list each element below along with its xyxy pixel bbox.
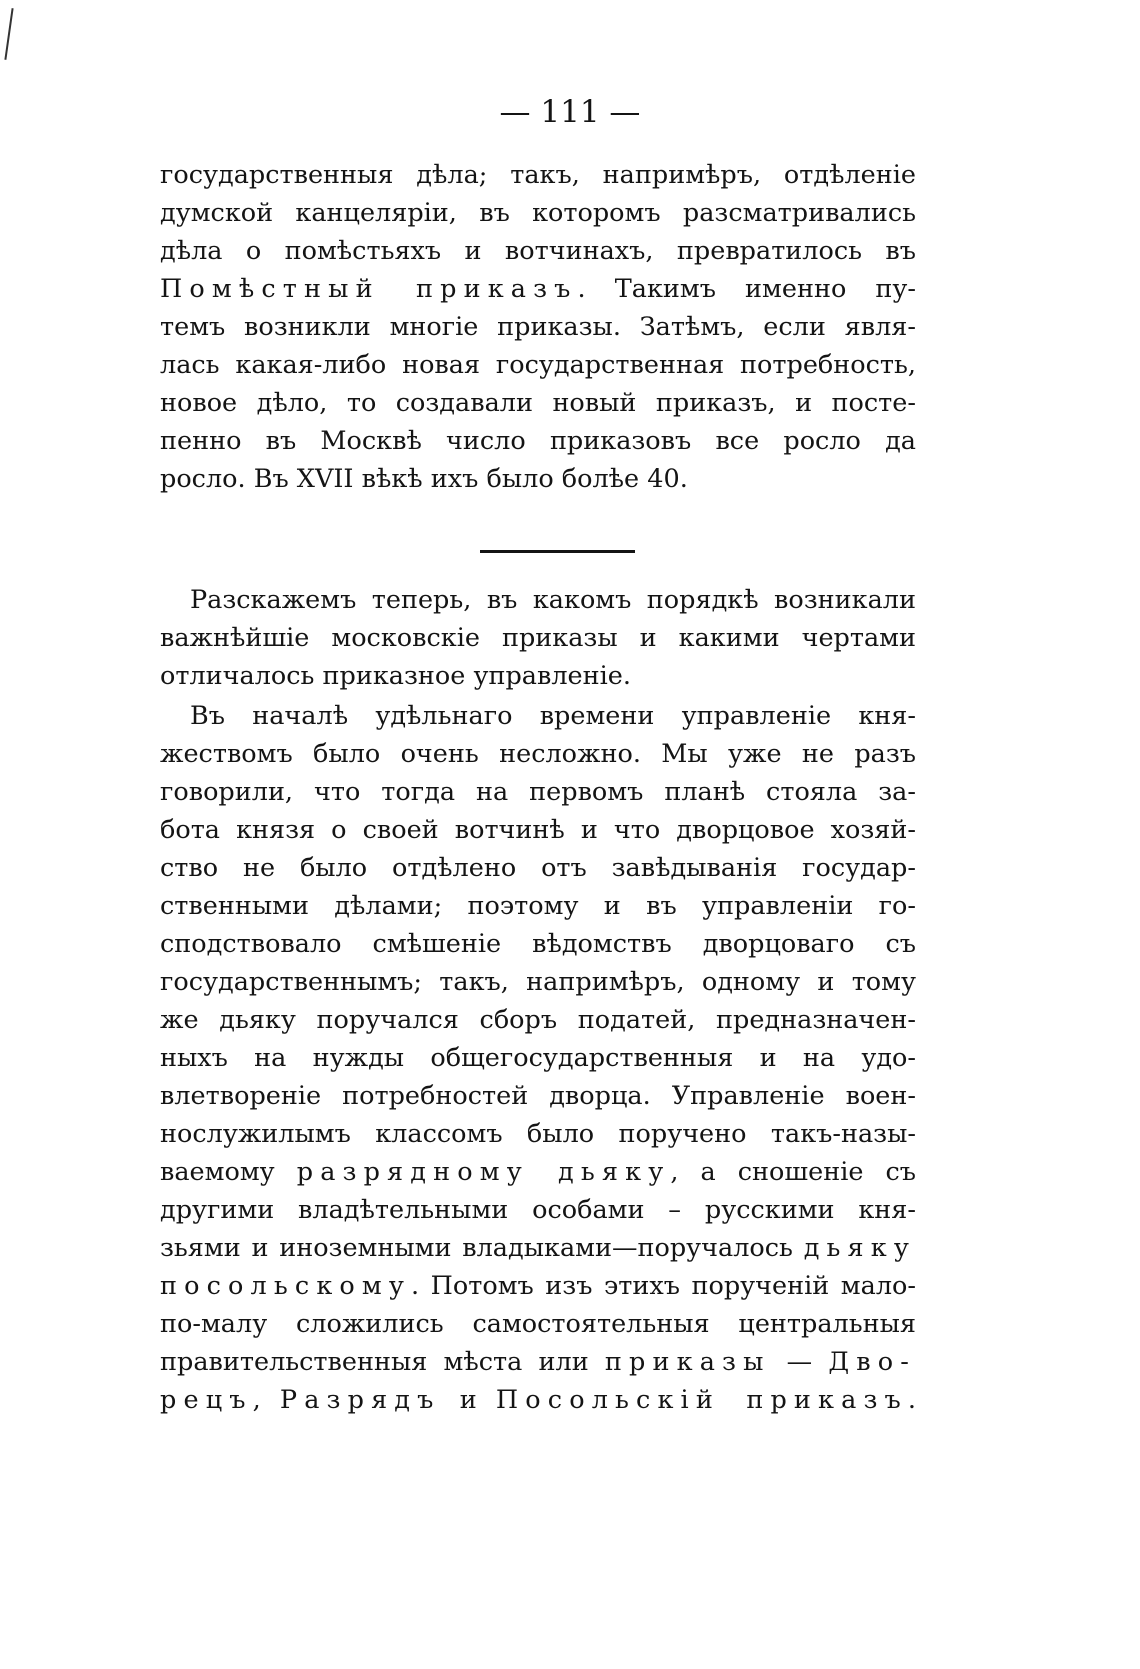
text-line: ственными дѣлами; поэтому и въ управленіи го- [160, 891, 916, 921]
text-line: Въ началѣ удѣльнаго времени управленіе кня- [190, 701, 916, 731]
text-line: ваемому разрядному дьяку, а сношеніе съ [160, 1157, 916, 1187]
text-line: государственнымъ; такъ, напримѣръ, одному и тому [160, 967, 916, 997]
text-line: отличалось приказное управленіе. [160, 661, 631, 691]
text-line: важнѣйшіе московскіе приказы и какими чертами [160, 623, 916, 653]
spaced-term: дьяку [803, 1233, 916, 1263]
spaced-term: разрядному дьяку [296, 1157, 671, 1187]
text-line: по-малу сложились самостоятельныя центральныя [160, 1309, 916, 1339]
spaced-term: рецъ [160, 1385, 253, 1415]
text-line: бота князя о своей вотчинѣ и что дворцовое хозяй- [160, 815, 916, 845]
text-line: темъ возникли многіе приказы. Затѣмъ, если явля- [160, 312, 916, 342]
text-line: зьями и иноземными владыками—поручалось дьяку [160, 1233, 916, 1263]
text-line: ныхъ на нужды общегосударственныя и на удо- [160, 1043, 916, 1073]
text-line: сподствовало смѣшеніе вѣдомствъ дворцоваго съ [160, 929, 916, 959]
text-line: лась какая-либо новая государственная потребность, [160, 350, 916, 380]
spaced-term: приказы [604, 1347, 771, 1377]
spaced-term: Дво- [828, 1347, 916, 1377]
text-line: влетвореніе потребностей дворца. Управленіе воен- [160, 1081, 916, 1111]
page-number: — 111 — [499, 94, 641, 130]
spaced-term: Посольскій приказъ [495, 1385, 908, 1415]
text-line: правительственныя мѣста или приказы — Дво- [160, 1347, 916, 1377]
text-line: другими владѣтельными особами – русскими кня- [160, 1195, 916, 1225]
text-line: жествомъ было очень несложно. Мы уже не разъ [160, 739, 916, 769]
spaced-term: Помѣстный приказъ [160, 274, 578, 304]
spaced-term: Разрядъ [279, 1385, 441, 1415]
margin-pencil-mark [4, 8, 13, 60]
text-line: пенно въ Москвѣ число приказовъ все росло да [160, 426, 916, 456]
text-line: Помѣстный приказъ. Такимъ именно пу- [160, 274, 916, 304]
text-line: нослужилымъ классомъ было поручено такъ-назы- [160, 1119, 916, 1149]
text-line: думской канцеляріи, въ которомъ разсматривались [160, 198, 916, 228]
section-divider [480, 550, 635, 553]
text-line: росло. Въ XVII вѣкѣ ихъ было болѣе 40. [160, 464, 688, 494]
text-line: рецъ, Разрядъ и Посольскій приказъ. [160, 1385, 916, 1415]
text-line: говорили, что тогда на первомъ планѣ стояла за- [160, 777, 916, 807]
text-line: дѣла о помѣстьяхъ и вотчинахъ, превратилось въ [160, 236, 916, 266]
text-line: же дьяку поручался сборъ податей, предназначен- [160, 1005, 916, 1035]
text-line: ство не было отдѣлено отъ завѣдыванія государ- [160, 853, 916, 883]
text-line: новое дѣло, то создавали новый приказъ, и посте- [160, 388, 916, 418]
text-line: государственныя дѣла; такъ, напримѣръ, отдѣленіе [160, 160, 916, 190]
text-line: посольскому. Потомъ изъ этихъ порученій мало- [160, 1271, 916, 1301]
spaced-term: посольскому [160, 1271, 412, 1301]
text-line: Разскажемъ теперь, въ какомъ порядкѣ возникали [190, 585, 916, 615]
